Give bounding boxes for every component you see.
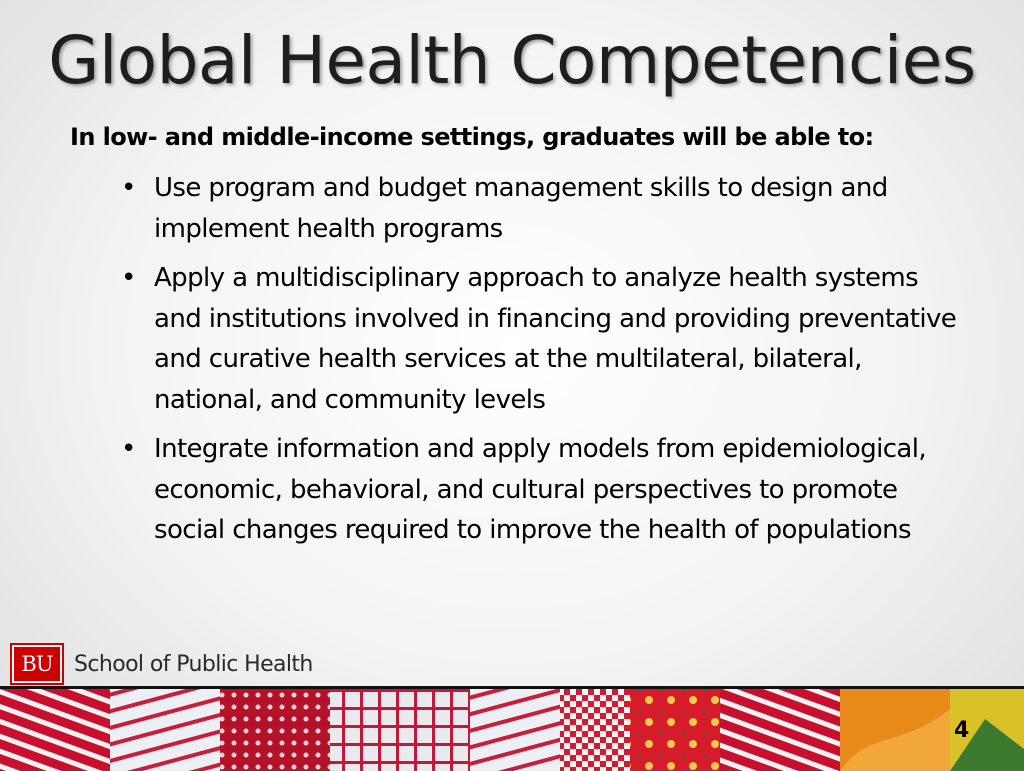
- bullet-marker: •: [121, 173, 136, 203]
- slide-subtitle: In low- and middle-income settings, graduates will be able to:: [70, 123, 874, 151]
- bullet-item: [118, 258, 968, 420]
- school-logo: [10, 644, 313, 684]
- bullet-text: Apply a multidisciplinary approach to analyze health systems and institutions involved in financing and providing preventative and curative health services at the multilateral, bilateral, national, and community levels: [154, 263, 957, 415]
- slide-title: Global Health Competencies: [48, 22, 976, 99]
- school-name: School of Public Health: [74, 651, 313, 677]
- bullet-item: [118, 168, 968, 249]
- bullet-text: Integrate information and apply models from epidemiological, economic, behavioral, and cultural perspectives to promote social changes required to improve the health of populations: [154, 434, 927, 545]
- bullet-marker: •: [121, 263, 136, 293]
- fabric-banner-image: [0, 686, 1024, 771]
- bu-logo-icon: BU: [10, 643, 64, 685]
- bullet-text: Use program and budget management skills to design and implement health programs: [154, 173, 888, 244]
- slide-number: 4: [954, 718, 970, 743]
- bullet-list: [118, 168, 968, 560]
- bullet-item: [118, 429, 968, 551]
- bullet-marker: •: [121, 434, 136, 464]
